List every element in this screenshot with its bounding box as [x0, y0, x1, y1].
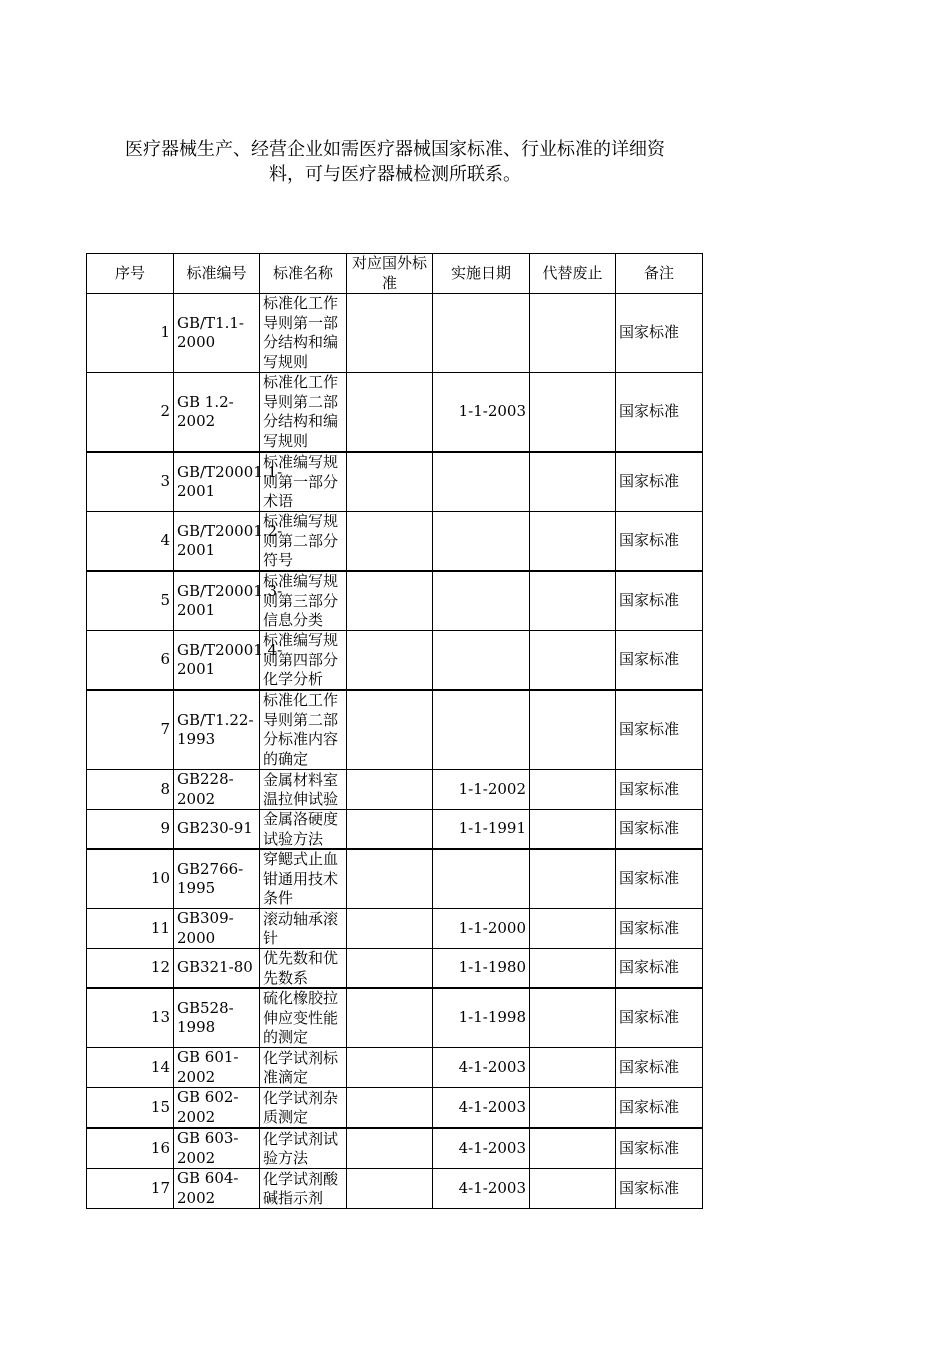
cell-foreign [347, 571, 433, 631]
cell-code: GB 603-2002 [174, 1128, 260, 1169]
cell-replace [530, 988, 616, 1048]
cell-date [433, 571, 530, 631]
cell-date: 4-1-2003 [433, 1128, 530, 1169]
header-date: 实施日期 [433, 254, 530, 294]
cell-replace [530, 1048, 616, 1088]
cell-foreign [347, 810, 433, 850]
table-row [87, 949, 703, 989]
cell-date: 4-1-2003 [433, 1088, 530, 1129]
cell-date: 4-1-2003 [433, 1048, 530, 1088]
cell-foreign [347, 512, 433, 572]
cell-replace [530, 849, 616, 909]
cell-foreign [347, 294, 433, 373]
standard-name-text: 穿鳃式止血钳通用技术条件 [263, 850, 339, 907]
cell-seq: 4 [87, 512, 174, 572]
cell-code: GB 604-2002 [174, 1169, 260, 1209]
cell-replace [530, 810, 616, 850]
cell-replace [530, 294, 616, 373]
cell-name [260, 452, 347, 512]
cell-code: GB228-2002 [174, 770, 260, 810]
table-header-row [87, 254, 703, 294]
cell-code: GB/T20001.2-2001 [174, 512, 260, 572]
standard-name-text: 标准化工作导则第二部分标准内容的确定 [263, 691, 339, 768]
table-row [87, 988, 703, 1048]
cell-foreign [347, 1048, 433, 1088]
cell-foreign [347, 690, 433, 770]
table-row [87, 512, 703, 572]
cell-foreign [347, 1088, 433, 1129]
cell-seq: 9 [87, 810, 174, 850]
cell-note: 国家标准 [616, 1048, 703, 1088]
cell-name [260, 1128, 347, 1169]
cell-seq: 11 [87, 909, 174, 949]
cell-foreign [347, 1169, 433, 1209]
cell-note: 国家标准 [616, 1088, 703, 1129]
cell-replace [530, 690, 616, 770]
cell-code: GB/T20001.1-2001 [174, 452, 260, 512]
standard-name-text: 标准编写规则第三部分信息分类 [263, 572, 339, 629]
cell-code: GB/T1.22-1993 [174, 690, 260, 770]
table-row [87, 690, 703, 770]
header-name: 标准名称 [260, 254, 347, 294]
cell-seq: 7 [87, 690, 174, 770]
table-row [87, 810, 703, 850]
standard-name-text: 化学试剂试验方法 [263, 1129, 339, 1167]
cell-note: 国家标准 [616, 949, 703, 989]
table-row [87, 770, 703, 810]
table-row [87, 1169, 703, 1209]
cell-code: GB/T20001.3-2001 [174, 571, 260, 631]
cell-foreign [347, 1128, 433, 1169]
cell-seq: 14 [87, 1048, 174, 1088]
standard-name-text: 化学试剂酸碱指示剂 [263, 1169, 339, 1207]
cell-name [260, 770, 347, 810]
table-row [87, 1128, 703, 1169]
cell-seq: 12 [87, 949, 174, 989]
cell-note: 国家标准 [616, 571, 703, 631]
cell-foreign [347, 452, 433, 512]
table-row [87, 571, 703, 631]
cell-code: GB321-80 [174, 949, 260, 989]
standard-name-text: 标准编写规则第四部分化学分析 [263, 631, 339, 688]
cell-seq: 1 [87, 294, 174, 373]
cell-replace [530, 373, 616, 453]
cell-code: GB2766-1995 [174, 849, 260, 909]
cell-name [260, 949, 347, 989]
cell-date [433, 849, 530, 909]
cell-date: 4-1-2003 [433, 1169, 530, 1209]
cell-seq: 13 [87, 988, 174, 1048]
cell-name [260, 810, 347, 850]
cell-note: 国家标准 [616, 373, 703, 453]
cell-note: 国家标准 [616, 294, 703, 373]
cell-foreign [347, 373, 433, 453]
cell-foreign [347, 909, 433, 949]
intro-line-2: 料，可与医疗器械检测所联系。 [269, 164, 521, 185]
cell-name [260, 631, 347, 691]
cell-foreign [347, 988, 433, 1048]
cell-name [260, 690, 347, 770]
table-row [87, 1048, 703, 1088]
cell-note: 国家标准 [616, 770, 703, 810]
standard-name-text: 标准编写规则第二部分符号 [263, 512, 339, 569]
cell-seq: 2 [87, 373, 174, 453]
cell-foreign [347, 949, 433, 989]
cell-note: 国家标准 [616, 810, 703, 850]
cell-name [260, 1088, 347, 1129]
cell-date: 1-1-1980 [433, 949, 530, 989]
cell-note: 国家标准 [616, 909, 703, 949]
cell-note: 国家标准 [616, 690, 703, 770]
cell-date [433, 294, 530, 373]
cell-replace [530, 909, 616, 949]
header-foreign: 对应国外标准 [347, 254, 433, 294]
cell-replace [530, 1128, 616, 1169]
cell-note: 国家标准 [616, 988, 703, 1048]
header-seq: 序号 [87, 254, 174, 294]
cell-note: 国家标准 [616, 849, 703, 909]
cell-name [260, 1169, 347, 1209]
cell-code: GB528-1998 [174, 988, 260, 1048]
standard-name-text: 标准编写规则第一部分术语 [263, 453, 339, 510]
standard-name-text: 金属材料室温拉伸试验 [263, 770, 339, 808]
intro-paragraph [95, 137, 695, 187]
cell-date [433, 690, 530, 770]
cell-note: 国家标准 [616, 452, 703, 512]
cell-name [260, 988, 347, 1048]
cell-replace [530, 1169, 616, 1209]
cell-note: 国家标准 [616, 631, 703, 691]
standard-name-text: 优先数和优先数系 [263, 949, 339, 987]
table-row [87, 373, 703, 453]
cell-note: 国家标准 [616, 1169, 703, 1209]
cell-code: GB230-91 [174, 810, 260, 850]
cell-foreign [347, 631, 433, 691]
cell-seq: 17 [87, 1169, 174, 1209]
cell-date: 1-1-1998 [433, 988, 530, 1048]
standards-table [86, 253, 703, 1209]
cell-code: GB 602-2002 [174, 1088, 260, 1129]
cell-date: 1-1-1991 [433, 810, 530, 850]
standard-name-text: 金属洛硬度试验方法 [263, 810, 339, 848]
cell-seq: 6 [87, 631, 174, 691]
cell-seq: 15 [87, 1088, 174, 1129]
cell-replace [530, 512, 616, 572]
standard-name-text: 化学试剂标准滴定 [263, 1048, 339, 1086]
cell-replace [530, 949, 616, 989]
cell-note: 国家标准 [616, 1128, 703, 1169]
intro-line-1: 医疗器械生产、经营企业如需医疗器械国家标准、行业标准的详细资 [125, 139, 665, 160]
standard-name-text: 标准化工作导则第一部分结构和编写规则 [263, 294, 339, 371]
cell-seq: 5 [87, 571, 174, 631]
cell-seq: 16 [87, 1128, 174, 1169]
standard-name-text: 化学试剂杂质测定 [263, 1088, 339, 1126]
cell-replace [530, 452, 616, 512]
cell-code: GB 601-2002 [174, 1048, 260, 1088]
cell-replace [530, 571, 616, 631]
cell-date [433, 631, 530, 691]
cell-foreign [347, 770, 433, 810]
standard-name-text: 硫化橡胶拉伸应变性能的测定 [263, 989, 339, 1046]
table-row [87, 452, 703, 512]
cell-foreign [347, 849, 433, 909]
cell-name [260, 294, 347, 373]
table-body [87, 294, 703, 1209]
table-row [87, 1088, 703, 1129]
cell-date: 1-1-2003 [433, 373, 530, 453]
table-row [87, 294, 703, 373]
cell-note: 国家标准 [616, 512, 703, 572]
cell-name [260, 512, 347, 572]
cell-replace [530, 631, 616, 691]
cell-name [260, 1048, 347, 1088]
header-code: 标准编号 [174, 254, 260, 294]
standard-name-text: 滚动轴承滚针 [263, 909, 339, 947]
cell-date [433, 452, 530, 512]
cell-code: GB 1.2-2002 [174, 373, 260, 453]
cell-date: 1-1-2000 [433, 909, 530, 949]
cell-seq: 10 [87, 849, 174, 909]
cell-name [260, 373, 347, 453]
cell-replace [530, 770, 616, 810]
table-row [87, 631, 703, 691]
cell-seq: 3 [87, 452, 174, 512]
cell-date [433, 512, 530, 572]
cell-date: 1-1-2002 [433, 770, 530, 810]
table-row [87, 849, 703, 909]
cell-code: GB/T20001.4-2001 [174, 631, 260, 691]
table-row [87, 909, 703, 949]
cell-code: GB/T1.1-2000 [174, 294, 260, 373]
cell-name [260, 849, 347, 909]
cell-seq: 8 [87, 770, 174, 810]
header-note: 备注 [616, 254, 703, 294]
cell-code: GB309-2000 [174, 909, 260, 949]
standard-name-text: 标准化工作导则第二部分结构和编写规则 [263, 373, 339, 450]
cell-replace [530, 1088, 616, 1129]
header-replace: 代替废止 [530, 254, 616, 294]
cell-name [260, 909, 347, 949]
cell-name [260, 571, 347, 631]
